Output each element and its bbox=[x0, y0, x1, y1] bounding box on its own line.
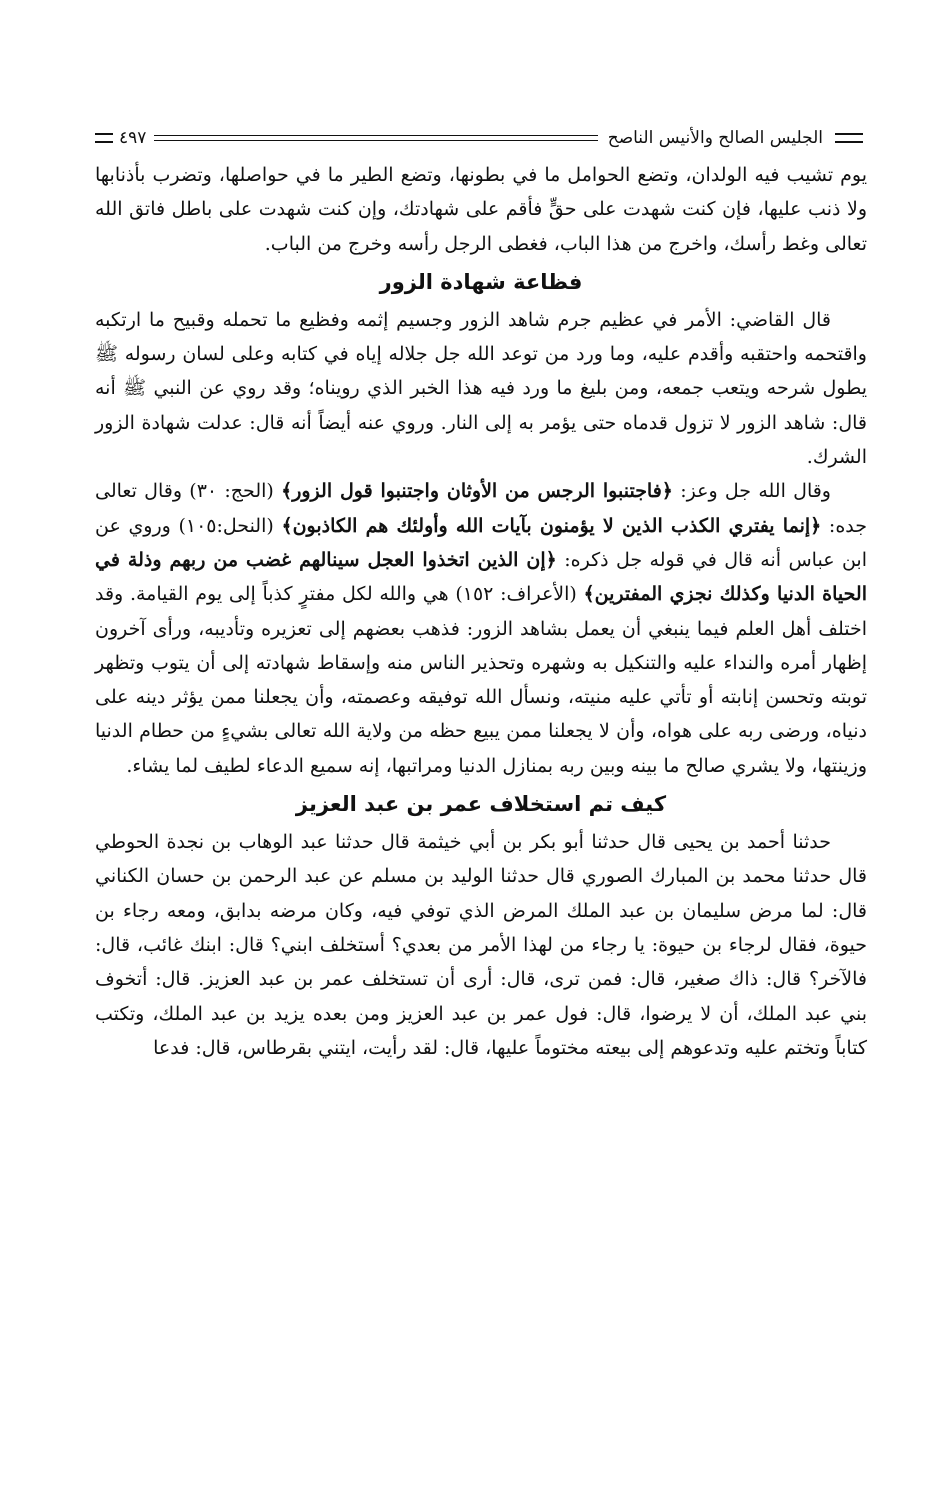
header-ornament-left bbox=[95, 133, 113, 143]
quran-quote-hajj: ﴿فاجتنبوا الرجس من الأوثان واجتنبوا قول الزور﴾ bbox=[281, 480, 673, 503]
book-page bbox=[95, 122, 867, 1065]
paragraph-3-text-4: (الأعراف: ١٥٢) هي والله لكل مفترٍ كذباً إلى يوم القيامة. وقد اختلف أهل العلم فيما ينبغي أن يعمل بشاهد الزور: فذهب بعضهم إلى تعزيره وتأديبه، ورأى آخرون إظهار أمره والنداء عليه والتنكيل به وشهره وتحذير الناس منه وإسقاط شهادته إلى أن يتوب وتظهر توبته وتحسن إنابته أو تأتي عليه منيته، ونسأل الله توفيقه وعصمته، وأن يجعلنا ممن يؤثر دينه على دنياه، ورضى ربه على هواه، وأن لا يجعلنا ممن يبيع حظه من ولاية الله تعالى بشيءٍ من حطام الدنيا وزينتها، ولا يشري صالح ما بينه وبين ربه بمنازل الدنيا ومراتبها، إنه سميع الدعاء لطيف لما يشاء. bbox=[95, 583, 867, 777]
quran-quote-araf: ﴿إن الذين اتخذوا العجل سينالهم غضب من ربهم وذلة في الحياة الدنيا وكذلك نجزي المفترين﴾ bbox=[95, 548, 867, 606]
header-rule bbox=[154, 135, 597, 141]
paragraph-3-text-1: وقال الله جل وعز: bbox=[672, 480, 831, 503]
header-ornament-right bbox=[835, 133, 863, 143]
paragraph-3-text-2: (الحج: ٣٠) وقال تعالى جده: bbox=[95, 480, 867, 537]
section-heading-umar-succession: كيف تم استخلاف عمر بن عبد العزيز bbox=[295, 792, 667, 817]
running-header bbox=[95, 122, 867, 154]
header-book-title: الجليس الصالح والأنيس الناصح bbox=[607, 128, 823, 148]
quran-quote-nahl: ﴿إنما يفتري الكذب الذين لا يؤمنون بآيات الله وأولئك هم الكاذبون﴾ bbox=[281, 514, 822, 537]
section-heading-false-testimony: فظاعة شهادة الزور bbox=[379, 269, 583, 294]
paragraph-2: قال القاضي: الأمر في عظيم جرم شاهد الزور وجسيم إثمه وفظيع ما تحمله وقبيح ما ارتكبه واقتحمه واحتقبه وأقدم عليه، وما ورد من توعد الله جل جلاله إياه في كتابه وعلى لسان رسوله ﷺ يطول شرحه ويتعب جمعه، ومن بليغ ما ورد فيه هذا الخبر الذي رويناه؛ وقد روي عن النبي ﷺ أنه قال: شاهد الزور لا تزول قدماه حتى يؤمر به إلى النار. وروي عنه أيضاً أنه قال: عدلت شهادة الزور الشرك. bbox=[95, 308, 867, 469]
paragraph-4: حدثنا أحمد بن يحيى قال حدثنا أبو بكر بن أبي خيثمة قال حدثنا عبد الوهاب بن نجدة الحوطي قال حدثنا محمد بن المبارك الصوري قال حدثنا الوليد بن مسلم عن عبد الرحمن بن حسان الكناني قال: لما مرض سليمان بن عبد الملك المرض الذي توفي فيه، وكان مرضه بدابق، ومعه رجاء بن حيوة، فقال لرجاء بن حيوة: يا رجاء من لهذا الأمر من بعدي؟ أستخلف ابني؟ قال: ابنك غائب، قال: فالآخر؟ قال: ذاك صغير، قال: فمن ترى، قال: أرى أن تستخلف عمر بن عبد العزيز. قال: أتخوف بني عبد الملك، أن لا يرضوا، قال: فول عمر بن عبد العزيز ومن بعده يزيد بن عبد الملك، وتكتب كتاباً وتختم عليه وتدعوهم إلى بيعته مختوماً عليها، قال: لقد رأيت، ايتني بقرطاس، قال: فدعا bbox=[95, 831, 867, 1059]
paragraph-3-text-3: (النحل:١٠٥) وروي عن ابن عباس أنه قال في قوله جل ذكره: bbox=[95, 514, 867, 571]
paragraph-1: يوم تشيب فيه الولدان، وتضع الحوامل ما في بطونها، وتضع الطير ما في حواصلها، وتضرب بأذنابها ولا ذنب عليها، فإن كنت شهدت على حقٍّ فأقم على شهادتك، وإن كنت شهدت على باطل فاتق الله تعالى وغط رأسك، واخرج من هذا الباب، فغطى الرجل رأسه وخرج من الباب. bbox=[95, 164, 867, 255]
paragraph-3 bbox=[95, 474, 867, 783]
page-number: ٤٩٧ bbox=[119, 128, 147, 148]
